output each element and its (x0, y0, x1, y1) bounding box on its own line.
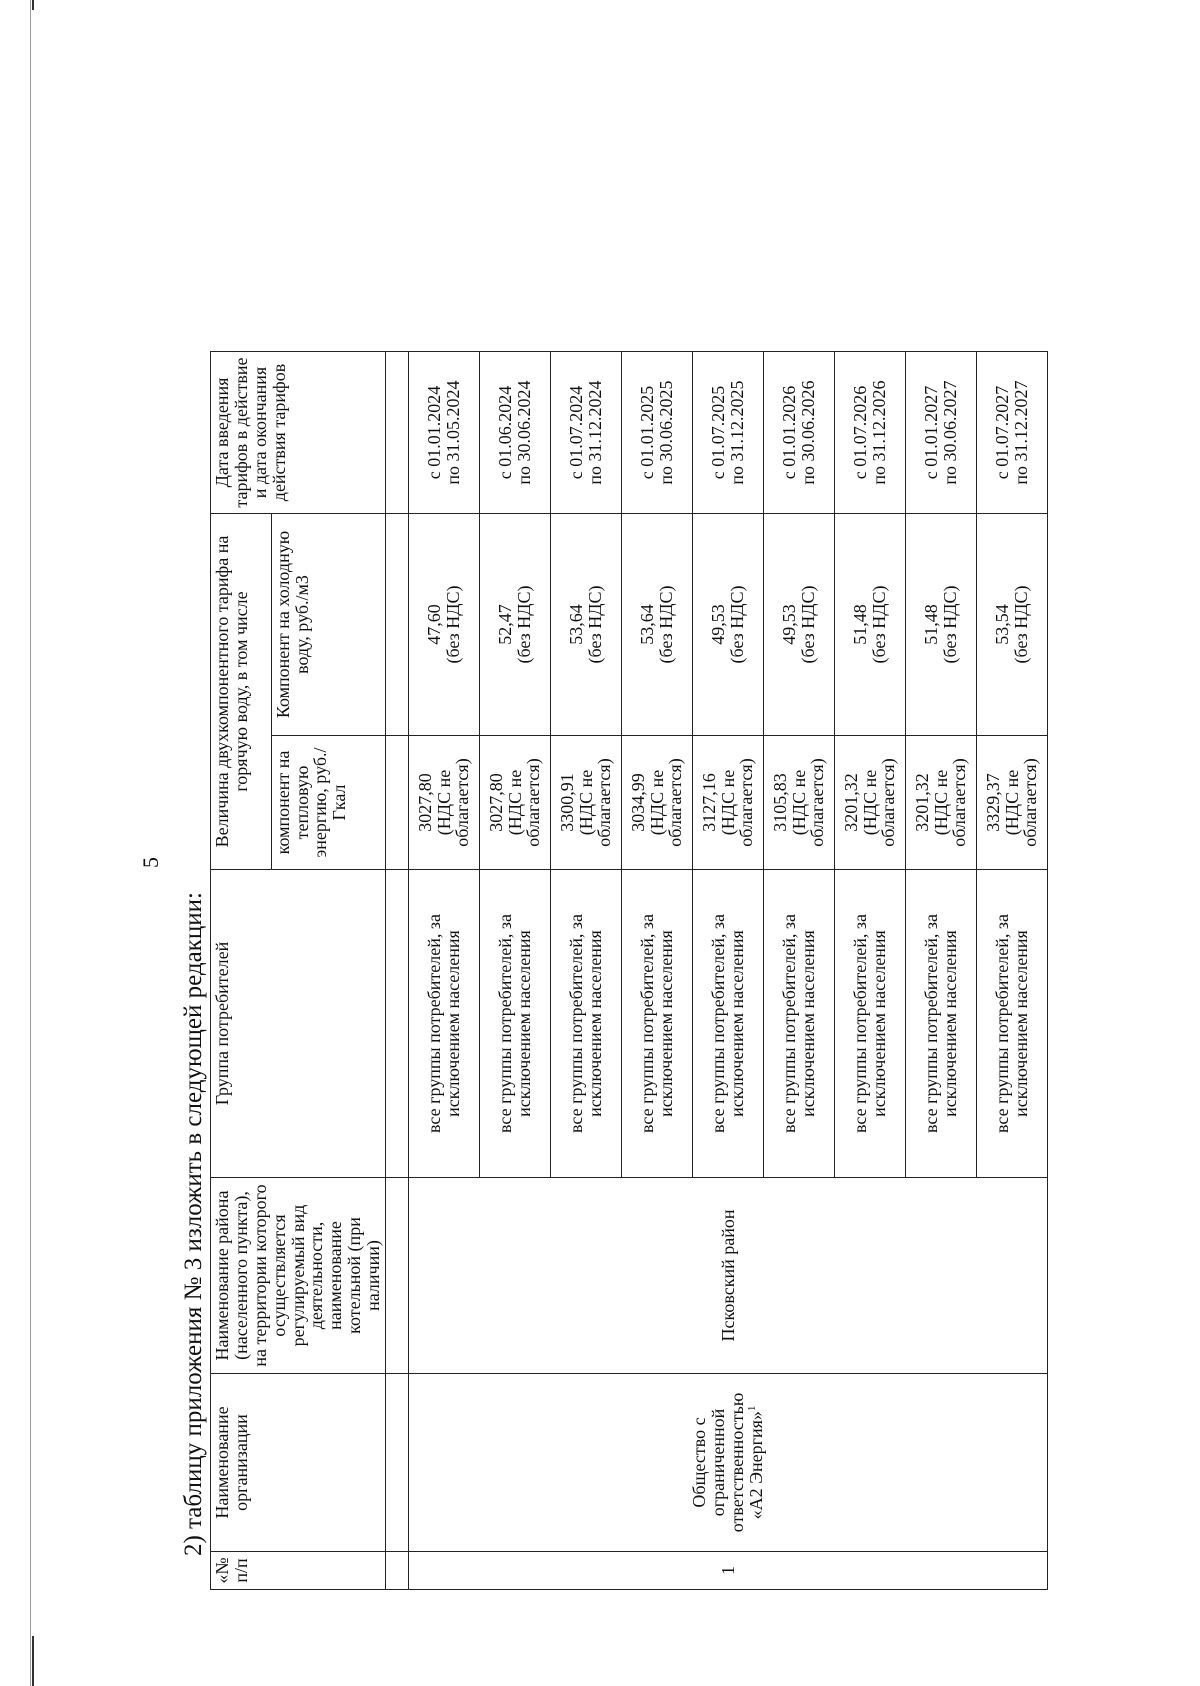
water-component-cell (622, 514, 693, 736)
header-num: «№ п/п (211, 1552, 386, 1590)
water-component-cell (480, 514, 551, 736)
heat-value: 3329,37 (982, 773, 1003, 832)
page-number: 5 (138, 857, 163, 868)
consumer-group: все группы потребителей, за исключением населения (850, 914, 890, 1133)
consumer-group: все группы потребителей, за исключением населения (921, 914, 961, 1133)
header-org: Наименование организации (211, 1374, 386, 1552)
spacer-cell (386, 514, 409, 736)
water-value: 51,48 (921, 604, 942, 645)
water-value: 49,53 (779, 604, 800, 645)
period-from: с 01.06.2024 (495, 385, 516, 480)
period-to: по 31.12.2024 (585, 380, 606, 485)
heat-component-cell (480, 736, 551, 870)
heat-vat-note: (НДС не облагается) (930, 758, 970, 847)
period-to: по 31.12.2027 (1011, 380, 1032, 485)
header-heat: компонент на тепловую энергию, руб./Гкал (271, 736, 385, 870)
period-to: по 31.12.2026 (869, 380, 890, 485)
water-component-cell (764, 514, 835, 736)
header-dates: Дата введения тарифов в действие и дата окончания действия тарифов (211, 352, 386, 514)
organization-cell (409, 1374, 1048, 1552)
period-cell (977, 352, 1048, 514)
spacer-cell (386, 1178, 409, 1374)
tariff-table (210, 351, 1048, 1590)
water-vat-note: (без НДС) (585, 585, 606, 664)
period-cell (693, 352, 764, 514)
heat-vat-note: (НДС не облагается) (788, 758, 828, 847)
water-vat-note: (без НДС) (443, 585, 464, 664)
consumer-group: все группы потребителей, за исключением населения (708, 914, 748, 1133)
consumer-group: все группы потребителей, за исключением населения (424, 914, 464, 1133)
period-cell (622, 352, 693, 514)
water-vat-note: (без НДС) (869, 585, 890, 664)
spacer-cell (386, 1374, 409, 1552)
period-cell (764, 352, 835, 514)
spacer-cell (386, 352, 409, 514)
heat-vat-note: (НДС не облагается) (1001, 758, 1041, 847)
footnote-mark: 1 (745, 1405, 758, 1412)
heat-vat-note: (НДС не облагается) (575, 758, 615, 847)
consumer-group-cell (835, 870, 906, 1178)
consumer-group-cell (409, 870, 480, 1178)
heat-component-cell (551, 736, 622, 870)
period-to: по 31.05.2024 (443, 380, 464, 485)
organization-name: Общество с ограниченной ответственностью «А2 Энергия» (689, 1392, 766, 1533)
spacer-cell (386, 1552, 409, 1590)
water-vat-note: (без НДС) (727, 585, 748, 664)
water-component-cell (693, 514, 764, 736)
period-cell (835, 352, 906, 514)
period-from: с 01.07.2026 (850, 385, 871, 480)
period-cell (906, 352, 977, 514)
water-component-cell (835, 514, 906, 736)
heat-value: 3201,32 (911, 773, 932, 832)
table-body (386, 352, 1048, 1590)
consumer-group: все группы потребителей, за исключением населения (495, 914, 535, 1133)
heat-component-cell (409, 736, 480, 870)
period-cell (409, 352, 480, 514)
heat-component-cell (977, 736, 1048, 870)
consumer-group: все группы потребителей, за исключением населения (779, 914, 819, 1133)
consumer-group-cell (480, 870, 551, 1178)
table-spacer-row (386, 352, 409, 1590)
period-to: по 30.06.2027 (940, 380, 961, 485)
heat-vat-note: (НДС не облагается) (717, 758, 757, 847)
heat-component-cell (906, 736, 977, 870)
heat-value: 3201,32 (840, 773, 861, 832)
consumer-group-cell (764, 870, 835, 1178)
spacer-cell (386, 736, 409, 870)
water-vat-note: (без НДС) (514, 585, 535, 664)
header-group: Группа потребителей (211, 870, 386, 1178)
heat-vat-note: (НДС не облагается) (859, 758, 899, 847)
period-to: по 30.06.2026 (798, 380, 819, 485)
water-component-cell (977, 514, 1048, 736)
water-value: 53,64 (566, 604, 587, 645)
period-from: с 01.07.2025 (708, 385, 729, 480)
period-cell (551, 352, 622, 514)
heat-component-cell (622, 736, 693, 870)
water-value: 49,53 (708, 604, 729, 645)
heat-component-cell (835, 736, 906, 870)
period-from: с 01.01.2026 (779, 385, 800, 480)
consumer-group-cell (622, 870, 693, 1178)
section-heading: 2) таблицу приложения № 3 изложить в следующей редакции: (180, 892, 207, 1556)
consumer-group: все группы потребителей, за исключением населения (566, 914, 606, 1133)
water-component-cell (409, 514, 480, 736)
water-value: 53,64 (637, 604, 658, 645)
heat-vat-note: (НДС не облагается) (504, 758, 544, 847)
water-value: 52,47 (495, 604, 516, 645)
water-value: 53,54 (992, 604, 1013, 645)
period-from: с 01.01.2025 (637, 385, 658, 480)
heat-vat-note: (НДС не облагается) (433, 758, 473, 847)
water-vat-note: (без НДС) (940, 585, 961, 664)
header-water: Компонент на холодную воду, руб./м3 (271, 514, 385, 736)
period-from: с 01.01.2024 (424, 385, 445, 480)
water-value: 47,60 (424, 604, 445, 645)
header-area: Наименование района (населенного пункта), на территории которого осуществляется регулируемый вид деятельности, наименование котельной (при наличии) (211, 1178, 386, 1374)
heat-value: 3034,99 (627, 773, 648, 832)
heat-value: 3027,80 (485, 773, 506, 832)
consumer-group-cell (693, 870, 764, 1178)
area-cell: Псковский район (409, 1178, 1048, 1374)
period-to: по 30.06.2025 (656, 380, 677, 485)
period-to: по 31.12.2025 (727, 380, 748, 485)
consumer-group: все группы потребителей, за исключением населения (637, 914, 677, 1133)
water-value: 51,48 (850, 604, 871, 645)
heat-value: 3300,91 (556, 773, 577, 832)
spacer-cell (386, 870, 409, 1178)
header-tariff: Величина двухкомпонентного тарифа на горячую воду, в том числе (211, 514, 272, 870)
water-vat-note: (без НДС) (656, 585, 677, 664)
row-number-cell: 1 (409, 1552, 1048, 1590)
water-vat-note: (без НДС) (798, 585, 819, 664)
heat-component-cell (764, 736, 835, 870)
period-from: с 01.01.2027 (921, 385, 942, 480)
period-from: с 01.07.2024 (566, 385, 587, 480)
period-from: с 01.07.2027 (992, 385, 1013, 480)
period-cell (480, 352, 551, 514)
water-vat-note: (без НДС) (1011, 585, 1032, 664)
consumer-group: все группы потребителей, за исключением населения (992, 914, 1032, 1133)
water-component-cell (906, 514, 977, 736)
consumer-group-cell (977, 870, 1048, 1178)
consumer-group-cell (551, 870, 622, 1178)
consumer-group-cell (906, 870, 977, 1178)
heat-value: 3127,16 (698, 773, 719, 832)
heat-vat-note: (НДС не облагается) (646, 758, 686, 847)
table-row (409, 352, 480, 1590)
heat-component-cell (693, 736, 764, 870)
period-to: по 30.06.2024 (514, 380, 535, 485)
heat-value: 3105,83 (769, 773, 790, 832)
heat-value: 3027,80 (414, 773, 435, 832)
water-component-cell (551, 514, 622, 736)
